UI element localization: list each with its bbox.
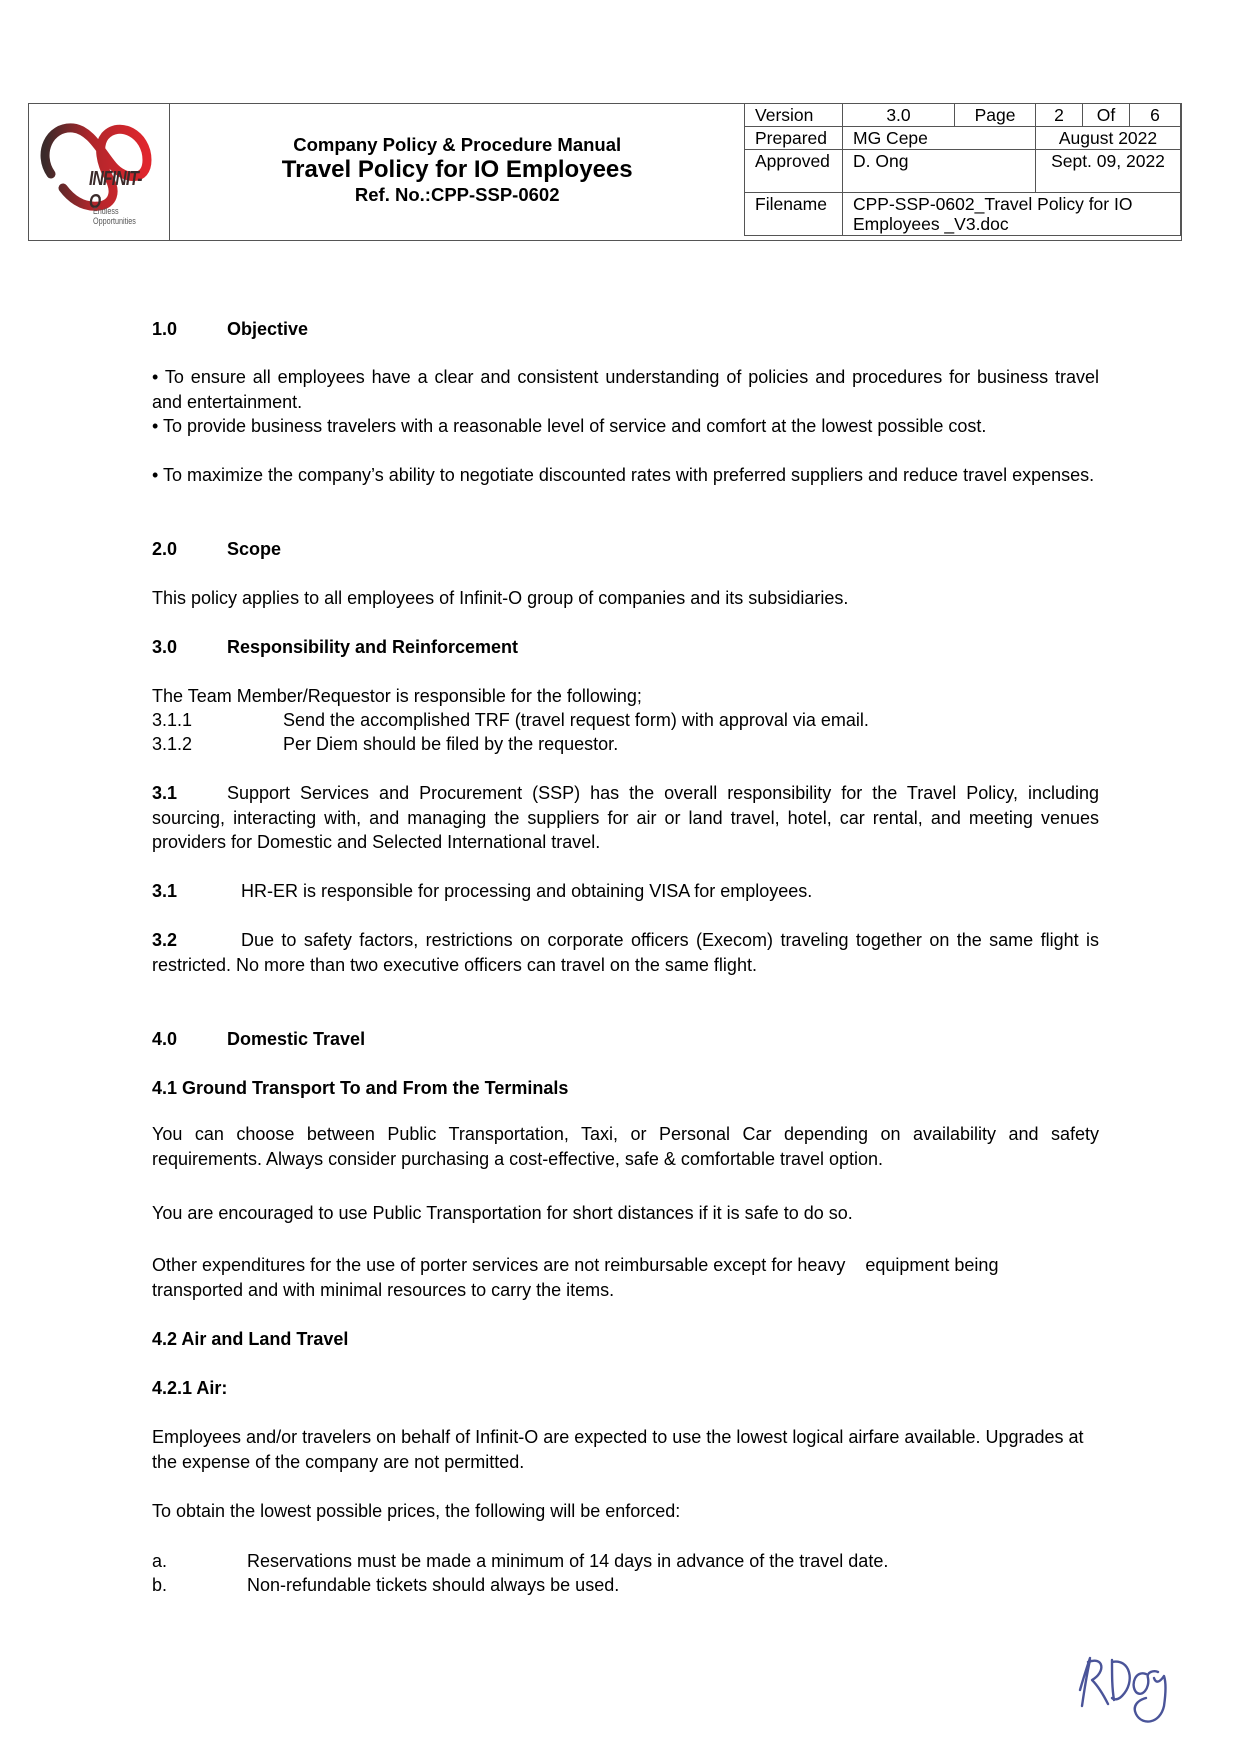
logo-cell (29, 104, 170, 240)
title-cell (170, 104, 744, 240)
of-label: Of (1083, 104, 1130, 127)
document-info-table (744, 103, 1181, 236)
filename-label: Filename (745, 193, 843, 236)
section-heading-responsibility: 3.0 Responsibility and Reinforcement (152, 637, 519, 657)
policy-title: Travel Policy for IO Employees (281, 156, 633, 183)
version-label: Version (745, 104, 843, 127)
subsection-heading-ground: 4.1 Ground Transport To and From the Terminals (152, 1078, 569, 1098)
approved-date: Sept. 09, 2022 (1036, 150, 1181, 193)
air-paragraph: Employees and/or travelers on behalf of Infinit-O are expected to use the lowest logical airfare available. Upgrades at the expense of the company are not permitted. (152, 1427, 1084, 1472)
air-paragraph: To obtain the lowest possible prices, the following will be enforced: (152, 1501, 681, 1521)
document-info (744, 104, 1181, 240)
prepared-by: MG Cepe (843, 127, 1036, 150)
signature-icon (1070, 1648, 1180, 1728)
section-heading-objective: 1.0 Objective (152, 319, 309, 339)
responsibility-intro: The Team Member/Requestor is responsible for the following; (152, 686, 642, 706)
prepared-label: Prepared (745, 127, 843, 150)
ground-paragraph: You are encouraged to use Public Transportation for short distances if it is safe to do so. (152, 1203, 853, 1223)
approved-label: Approved (745, 150, 843, 193)
document-header (28, 103, 1182, 241)
page-label: Page (955, 104, 1036, 127)
scope-text: This policy applies to all employees of Infinit-O group of companies and its subsidiaries. (152, 588, 849, 608)
subsection-heading-air: 4.2.1 Air: (152, 1378, 228, 1398)
objective-bullet: • To provide business travelers with a reasonable level of service and comfort at the lowest possible cost. (152, 416, 987, 436)
objective-bullet: • To ensure all employees have a clear and consistent understanding of policies and procedures for business travel and entertainment. (152, 367, 1099, 412)
section-heading-domestic: 4.0 Domestic Travel (152, 1029, 366, 1049)
filename-row (745, 193, 1181, 236)
logo-brand: INFINIT-O (89, 168, 142, 213)
page-total: 6 (1130, 104, 1181, 127)
ground-paragraph: Other expenditures for the use of porter services are not reimbursable except for heavy equipment being transported and with minimal resources to carry the items. (152, 1255, 1004, 1300)
approved-row (745, 150, 1181, 193)
signature (1070, 1648, 1180, 1733)
prepared-date: August 2022 (1036, 127, 1181, 150)
page-current: 2 (1036, 104, 1083, 127)
responsibility-paragraph: 3.2 Due to safety factors, restrictions on corporate officers (Execom) traveling together on the same flight is restricted. No more than two executive officers can travel on the same flight. (152, 930, 1099, 975)
filename-value: CPP-SSP-0602_Travel Policy for IO Employees _V3.doc (843, 193, 1181, 236)
responsibility-item: 3.1.1 Send the accomplished TRF (travel request form) with approval via email. (152, 710, 869, 730)
responsibility-paragraph: 3.1 Support Services and Procurement (SSP) has the overall responsibility for the Travel Policy, including sourcing, interacting with, and managing the suppliers for air or land travel, hotel, car rental, and meeting venues providers for Domestic and Selected International travel. (152, 783, 1099, 852)
approved-by: D. Ong (843, 150, 1036, 193)
version-row (745, 104, 1181, 127)
air-rule: a. Reservations must be made a minimum of 14 days in advance of the travel date. (152, 1551, 889, 1571)
section-heading-scope: 2.0 Scope (152, 539, 282, 559)
responsibility-item: 3.1.2 Per Diem should be filed by the requestor. (152, 734, 619, 754)
responsibility-paragraph: 3.1 HR-ER is responsible for processing and obtaining VISA for employees. (152, 881, 813, 901)
objective-bullet: • To maximize the company’s ability to negotiate discounted rates with preferred suppliers and reduce travel expenses. (152, 465, 1095, 485)
version-value: 3.0 (843, 104, 955, 127)
subsection-heading-air-land: 4.2 Air and Land Travel (152, 1329, 349, 1349)
manual-title: Company Policy & Procedure Manual (293, 134, 622, 155)
air-rule: b. Non-refundable tickets should always be used. (152, 1575, 620, 1595)
prepared-row (745, 127, 1181, 150)
ground-paragraph: You can choose between Public Transportation, Taxi, or Personal Car depending on availability and safety requirements. Always consider purchasing a cost-effective, safe & comfortable travel option. (152, 1124, 1099, 1169)
reference-number: Ref. No.:CPP-SSP-0602 (354, 184, 560, 205)
logo-tagline: Endless Opportunities (93, 206, 136, 226)
